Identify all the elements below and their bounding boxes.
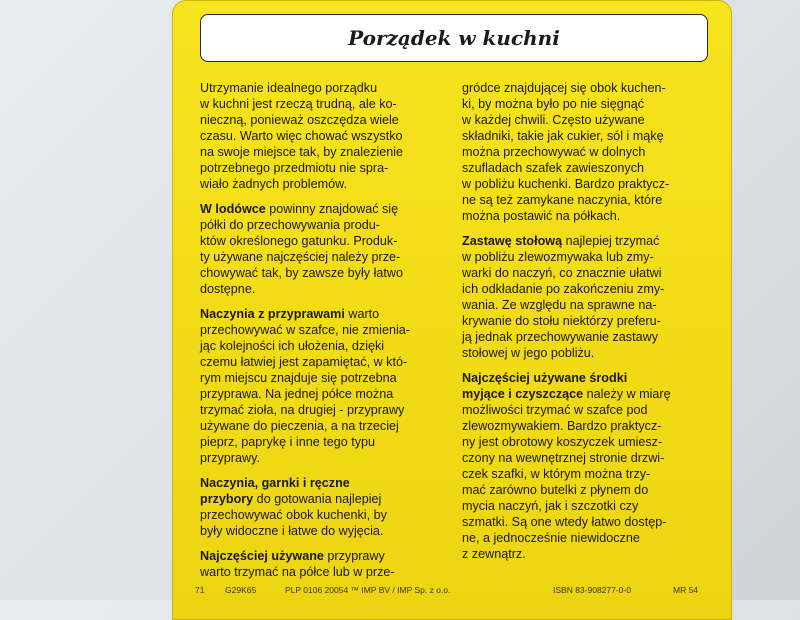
bold-heading: W lodówce	[200, 202, 266, 216]
body-text: ne, a jednocześnie niewidoczne	[462, 531, 640, 545]
body-text: ne są też zamykane naczynia, które	[462, 193, 663, 207]
text-line	[200, 418, 428, 434]
body-text: któw określonego gatunku. Produk-	[200, 234, 398, 248]
body-text: półki do przechowywania produ-	[200, 218, 380, 232]
bold-heading: Zastawę stołową	[462, 234, 563, 248]
text-line	[200, 217, 428, 233]
paragraph	[200, 475, 428, 539]
body-text: składniki, takie jak cukier, sól i mąkę	[462, 129, 664, 143]
body-text: warto	[344, 307, 380, 321]
text-line	[462, 96, 690, 112]
text-line	[200, 548, 428, 564]
text-line	[200, 354, 428, 370]
text-line	[200, 475, 428, 491]
body-text: szufladach szafek zawieszonych	[462, 161, 645, 175]
text-line	[462, 345, 690, 361]
text-line	[462, 450, 690, 466]
text-line	[462, 482, 690, 498]
body-text: pieprz, paprykę i inne tego typu	[200, 435, 376, 449]
text-line	[462, 313, 690, 329]
body-text: najlepiej trzymać	[562, 234, 660, 248]
left-text-column	[200, 80, 428, 589]
body-text: należy w miarę	[583, 387, 671, 401]
text-line	[200, 322, 428, 338]
body-text: przyprawy	[323, 549, 385, 563]
text-line	[200, 370, 428, 386]
body-text: trzymać zioła, na drugiej - przyprawy	[200, 403, 405, 417]
bold-heading: Naczynia, garnki i ręczne	[200, 476, 350, 490]
body-text: dostępne.	[200, 282, 256, 296]
text-line	[200, 201, 428, 217]
body-text: z zewnątrz.	[462, 547, 526, 561]
text-line	[200, 434, 428, 450]
text-line	[462, 530, 690, 546]
text-line	[200, 96, 428, 112]
body-text: ny jest obrotowy koszyczek umiesz-	[462, 435, 663, 449]
body-text: mycia naczyń, jak i szczotki czy	[462, 499, 639, 513]
paragraph	[200, 548, 428, 580]
text-line	[200, 160, 428, 176]
text-line	[462, 370, 690, 386]
text-line	[200, 523, 428, 539]
card-title: Porządek w kuchni	[348, 26, 560, 50]
body-text: gródce znajdującej się obok kuchen-	[462, 81, 666, 95]
title-box	[200, 14, 708, 62]
body-text: czasu. Warto więc chować wszystko	[200, 129, 403, 143]
paragraph	[200, 201, 428, 297]
footer-code: G29K65	[225, 585, 257, 595]
right-text-column	[462, 80, 690, 571]
body-text: w każdej chwili. Często używane	[462, 113, 645, 127]
body-text: w pobliżu zlewozmywaka lub zmy-	[462, 250, 654, 264]
text-line	[200, 402, 428, 418]
body-text: chowywać tak, by zawsze były łatwo	[200, 266, 403, 280]
body-text: warki do naczyń, co znacznie ułatwi	[462, 266, 662, 280]
body-text: można przechowywać w dolnych	[462, 145, 646, 159]
text-line	[200, 112, 428, 128]
body-text: możliwości trzymać w szafce pod	[462, 403, 648, 417]
text-line	[462, 281, 690, 297]
body-text: szmatki. Są one wtedy łatwo dostęp-	[462, 515, 667, 529]
body-text: zlewozmywakiem. Bardzo praktycz-	[462, 419, 662, 433]
text-line	[200, 233, 428, 249]
body-text: ją jednak przechowywanie zastawy	[462, 330, 659, 344]
text-line	[462, 498, 690, 514]
body-text: powinny znajdować się	[265, 202, 399, 216]
body-text: mać zarówno butelki z płynem do	[462, 483, 649, 497]
bold-heading: przybory	[200, 492, 254, 506]
body-text: przyprawa. Na jednej półce można	[200, 387, 394, 401]
text-line	[462, 265, 690, 281]
body-text: do gotowania najlepiej	[253, 492, 382, 506]
text-line	[200, 249, 428, 265]
text-line	[462, 386, 690, 402]
body-text: stołowej w jego pobliżu.	[462, 346, 595, 360]
body-text: ty używane najczęściej należy prze-	[200, 250, 401, 264]
text-line	[462, 144, 690, 160]
bold-heading: Najczęściej używane środki	[462, 371, 628, 385]
body-text: jąc kolejności ich ułożenia, dzięki	[200, 339, 385, 353]
footer-mr: MR 54	[673, 585, 699, 595]
text-line	[462, 297, 690, 313]
body-text: można postawić na półkach.	[462, 209, 621, 223]
text-line	[200, 176, 428, 192]
footer-page-number: 71	[195, 585, 205, 595]
text-line	[462, 402, 690, 418]
text-line	[200, 507, 428, 523]
text-line	[462, 176, 690, 192]
body-text: przechowywać obok kuchenki, by	[200, 508, 387, 522]
body-text: czony na wewnętrznej stronie drzwi-	[462, 451, 665, 465]
text-line	[462, 514, 690, 530]
text-line	[462, 434, 690, 450]
body-text: ki, by można było po nie sięgnąć	[462, 97, 645, 111]
body-text: czek szafki, w którym można trzy-	[462, 467, 651, 481]
body-text: w kuchni jest rzeczą trudną, ale ko-	[200, 97, 397, 111]
paragraph	[200, 306, 428, 466]
text-line	[200, 128, 428, 144]
body-text: wiało żadnych problemów.	[200, 177, 348, 191]
body-text: nieczną, ponieważ oszczędza wiele	[200, 113, 399, 127]
paragraph	[462, 370, 690, 562]
body-text: używane do pieczenia, a na trzeciej	[200, 419, 399, 433]
bold-heading: myjące i czyszczące	[462, 387, 584, 401]
text-line	[462, 160, 690, 176]
text-line	[462, 546, 690, 562]
text-line	[462, 329, 690, 345]
text-line	[200, 450, 428, 466]
body-text: w pobliżu kuchenki. Bardzo praktycz-	[462, 177, 670, 191]
body-text: czemu łatwiej jest zapamiętać, w któ-	[200, 355, 408, 369]
paragraph	[462, 80, 690, 224]
text-line	[200, 265, 428, 281]
body-text: ich odkładanie po zakończeniu zmy-	[462, 282, 665, 296]
body-text: Utrzymanie idealnego porządku	[200, 81, 378, 95]
text-line	[462, 208, 690, 224]
text-line	[200, 386, 428, 402]
body-text: wania. Ze względu na sprawne na-	[462, 298, 657, 312]
text-line	[462, 418, 690, 434]
text-line	[200, 144, 428, 160]
body-text: były widoczne i łatwe do wyjęcia.	[200, 524, 384, 538]
body-text: przyprawy.	[200, 451, 260, 465]
text-line	[462, 128, 690, 144]
body-text: warto trzymać na półce lub w prze-	[200, 565, 395, 579]
text-line	[462, 233, 690, 249]
paragraph	[462, 233, 690, 361]
text-line	[462, 249, 690, 265]
body-text: na swoje miejsce tak, by znalezienie	[200, 145, 404, 159]
text-line	[200, 306, 428, 322]
body-text: rym miejscu znajduje się potrzebna	[200, 371, 397, 385]
body-text: przechowywać w szafce, nie zmienia-	[200, 323, 410, 337]
bold-heading: Najczęściej używane	[200, 549, 324, 563]
bold-heading: Naczynia z przyprawami	[200, 307, 345, 321]
text-line	[462, 112, 690, 128]
footer-isbn: ISBN 83-908277-0-0	[553, 585, 631, 595]
body-text: krywanie do stołu niektórzy preferu-	[462, 314, 661, 328]
text-line	[462, 192, 690, 208]
text-line	[462, 466, 690, 482]
text-line	[462, 80, 690, 96]
paragraph	[200, 80, 428, 192]
text-line	[200, 80, 428, 96]
body-text: potrzebnego przedmiotu nie spra-	[200, 161, 389, 175]
footer-plp: PLP 0106 20054 ™ IMP BV / IMP Sp. z o.o.	[285, 585, 451, 595]
text-line	[200, 281, 428, 297]
text-line	[200, 338, 428, 354]
text-line	[200, 491, 428, 507]
text-line	[200, 564, 428, 580]
